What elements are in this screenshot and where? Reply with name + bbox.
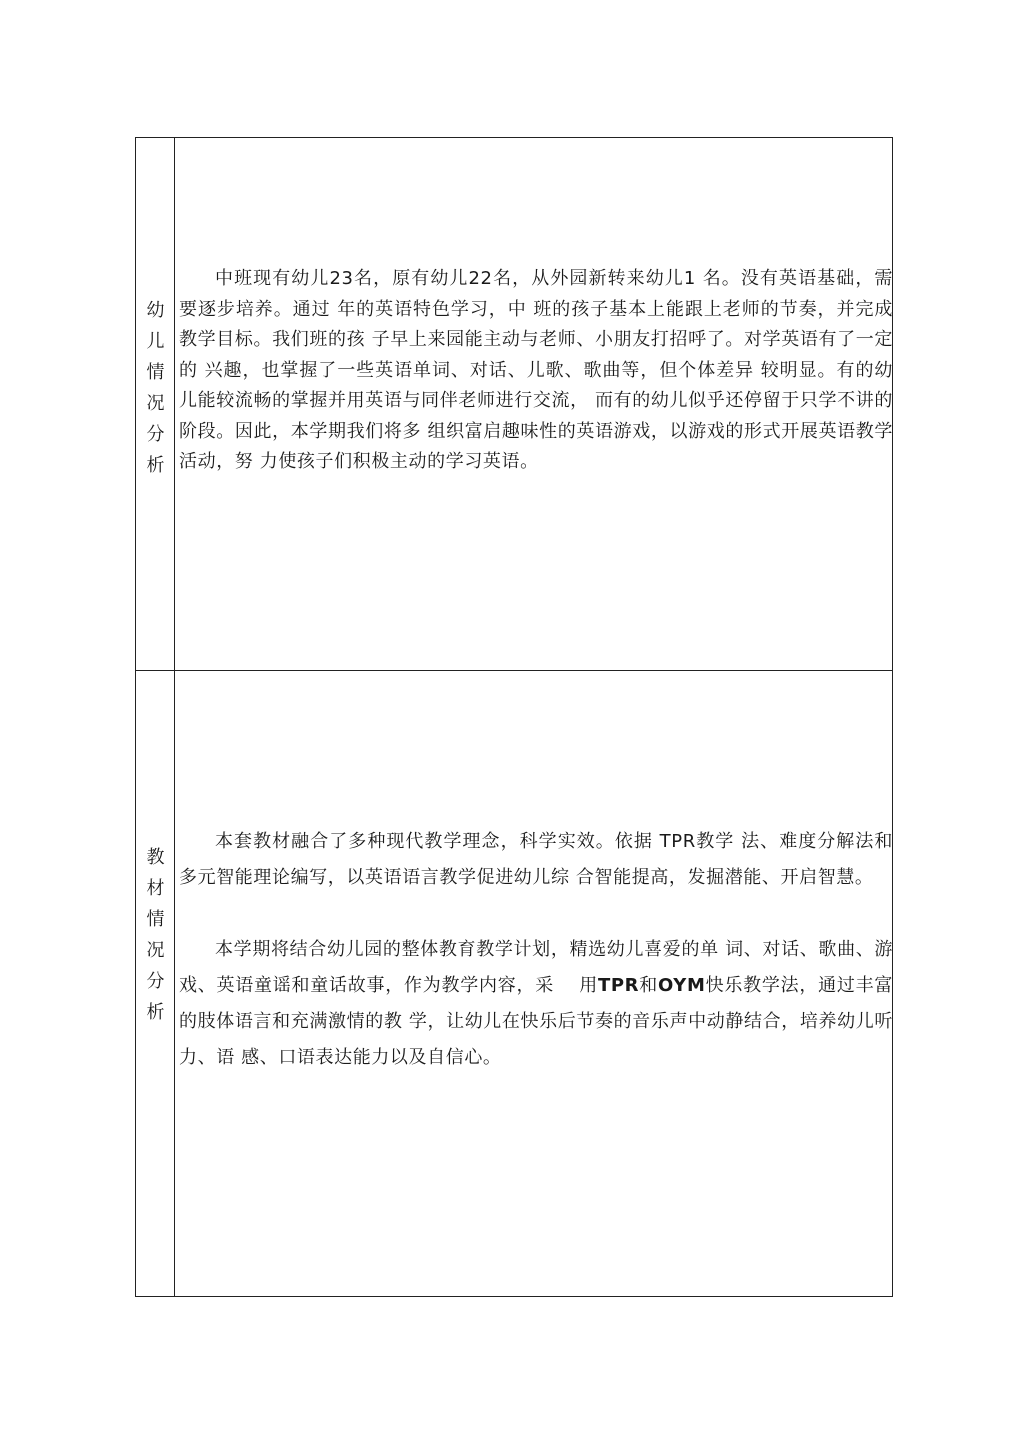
teaching-plan-text: 和	[639, 975, 659, 996]
label-char: 况	[146, 940, 165, 961]
teaching-plan-text: 本学期将结合幼儿园的整体教育教学计划，精选幼儿喜爱的单 词、对话、歌曲、游戏、英语童谣和童话故事，作为教学内容，采 用	[179, 939, 893, 996]
label-char: 材	[146, 878, 165, 899]
label-char: 分	[146, 424, 165, 445]
label-char: 况	[146, 393, 165, 414]
child-situation-paragraph: 中班现有幼儿23名，原有幼儿22名，从外园新转来幼儿1 名。没有英语基础，需要逐步培养。通过 年的英语特色学习，中 班的孩子基本上能跟上老师的节奏，并完成教学目标。我们班的孩 子早上来园能主动与老师、小朋友打招呼了。对学英语有了一定的 兴趣，也掌握了一些英语单词、对话、儿歌、歌曲等，但个体差异 较明显。有的幼儿能较流畅的掌握并用英语与同伴老师进行交流， 而有的幼儿似乎还停留于只学不讲的阶段。因此，本学期我们将多 组织富启趣味性的英语游戏，以游戏的形式开展英语教学活动，努 力使孩子们积极主动的学习英语。	[179, 268, 893, 472]
label-char: 儿	[146, 331, 165, 352]
oym-term: OYM	[658, 975, 706, 996]
label-char: 析	[146, 455, 165, 476]
row-content-cell	[175, 138, 892, 670]
table-row-child-situation	[136, 138, 892, 671]
label-char: 教	[146, 847, 165, 868]
row-label-cell	[136, 671, 175, 1297]
teaching-plan-paragraph	[179, 932, 893, 1076]
label-char: 分	[146, 971, 165, 992]
label-char: 幼	[146, 300, 165, 321]
material-intro-paragraph: 本套教材融合了多种现代教学理念，科学实效。依据 TPR教学 法、难度分解法和多元智能理论编写，以英语语言教学促进幼儿综 合智能提高，发掘潜能、开启智慧。	[179, 831, 893, 888]
teaching-plan-text: 快乐教学法，通过丰富的肢体语言和充满激情的教 学，让幼儿在快乐后节奏的音乐声中动静结合，培养幼儿听力、语 感、口语表达能力以及自信心。	[179, 975, 893, 1068]
tpr-term: TPR	[598, 975, 640, 996]
label-char: 情	[146, 909, 165, 930]
row-content-cell	[175, 671, 892, 1297]
row-label-child-situation-analysis	[136, 295, 175, 481]
table-row-material-situation	[136, 671, 892, 1297]
analysis-table	[135, 137, 893, 1297]
row-label-material-situation-analysis	[136, 842, 175, 1028]
label-char: 析	[146, 1002, 165, 1023]
row-label-cell	[136, 138, 175, 670]
label-char: 情	[146, 362, 165, 383]
